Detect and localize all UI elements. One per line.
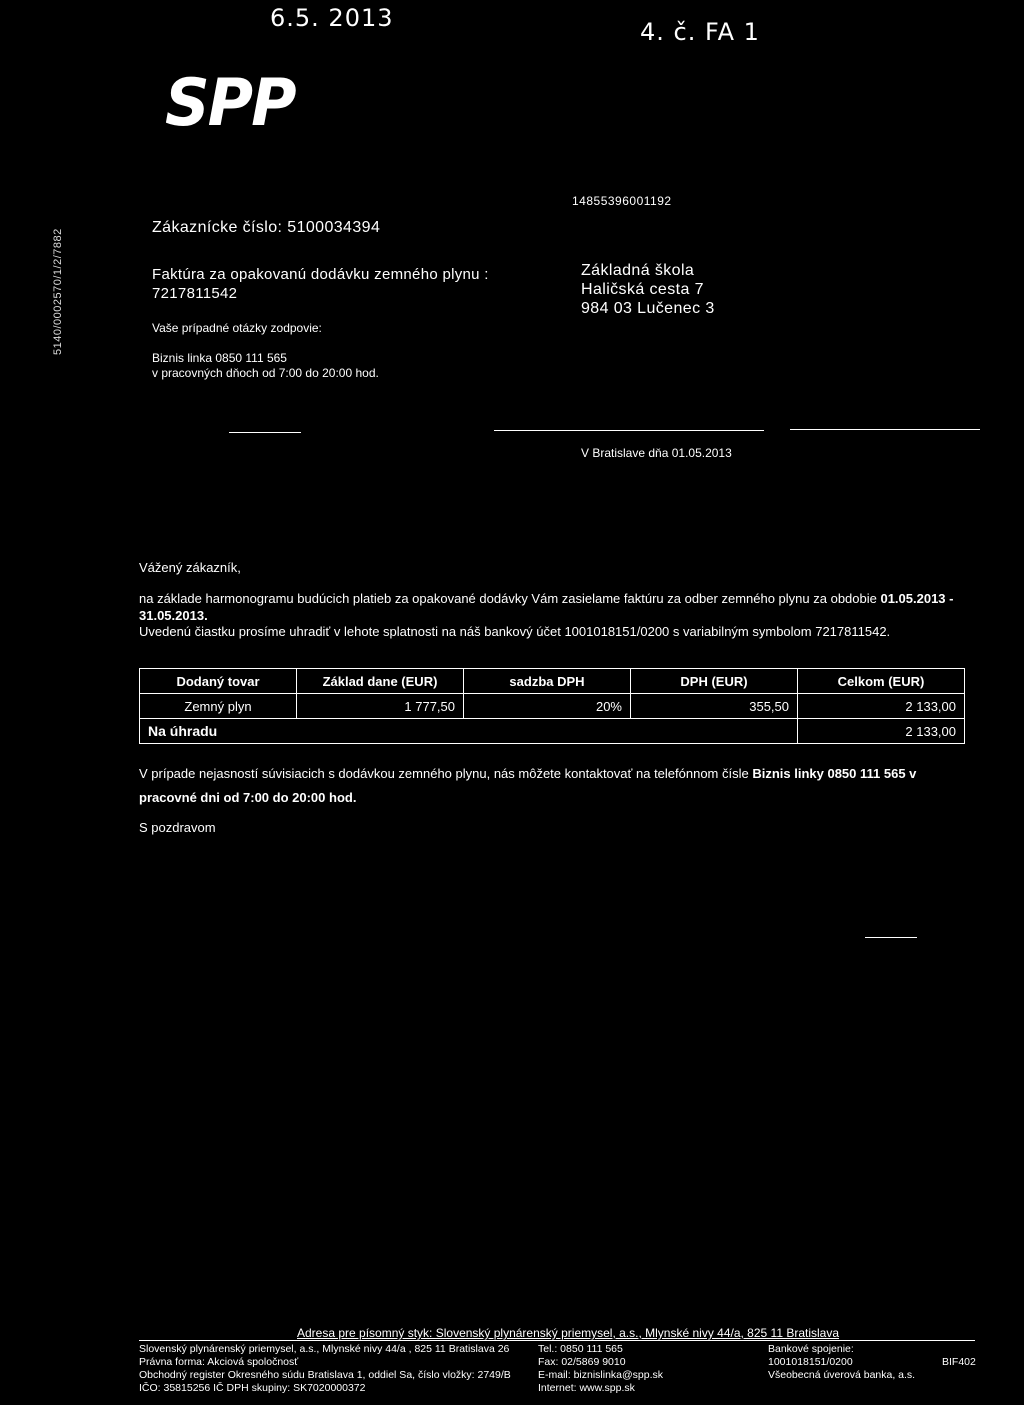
total-value: 2 133,00: [798, 719, 965, 744]
footer-company-line: Právna forma: Akciová spoločnosť: [139, 1356, 299, 1368]
period-end: 31.05.2013.: [139, 608, 208, 623]
table-header-row: [140, 669, 965, 694]
form-code: BIF402: [942, 1356, 976, 1368]
footer-company-line: Slovenský plynárenský priemysel, a.s., Mlynské nivy 44/a , 825 11 Bratislava 26: [139, 1343, 510, 1355]
footer-company-line: IČO: 35815256 IČ DPH skupiny: SK7020000372: [139, 1382, 366, 1394]
greeting: Vážený zákazník,: [139, 560, 241, 575]
header-vat-rate: sadzba DPH: [464, 669, 631, 694]
questions-label: Vaše prípadné otázky zodpovie:: [152, 321, 322, 335]
total-empty-cell: [631, 719, 798, 744]
cell-vat-rate: 20%: [464, 694, 631, 719]
notice-text: V prípade nejasností súvisiacich s dodávkou zemného plynu, nás môžete kontaktovať na telefónnom čísle: [139, 766, 753, 781]
customer-number-value: 5100034394: [287, 219, 381, 236]
header-vat: DPH (EUR): [631, 669, 798, 694]
footer-address: Adresa pre písomný styk: Slovenský plynárenský priemysel, a.s., Mlynské nivy 44/a, 825 11 Bratislava: [297, 1326, 840, 1340]
footer-bank-line: Bankové spojenie:: [768, 1343, 854, 1355]
recipient-name: Základná škola: [581, 262, 695, 279]
footer-contact-line: Fax: 02/5869 9010: [538, 1356, 626, 1368]
footer-contact-info: [538, 1343, 748, 1395]
footer-contact-line[interactable]: Internet: www.spp.sk: [538, 1382, 635, 1394]
separator-line: [494, 430, 764, 431]
side-document-code: 5140/0002570/1/2/7882: [52, 228, 64, 355]
invoice-number: 7217811542: [152, 285, 238, 302]
customer-number-label: Zákaznícke číslo:: [152, 219, 283, 236]
letter-paragraph-2: Uvedenú čiastku prosíme uhradiť v lehote splatnosti na náš bankový účet 1001018151/0200 s variabilným symbolom 7217811542.: [139, 624, 891, 639]
separator-line: [229, 432, 301, 433]
invoice-title: Faktúra za opakovanú dodávku zemného plynu :: [152, 266, 489, 283]
header-goods: Dodaný tovar: [140, 669, 297, 694]
notice-phone: Biznis linky 0850 111 565 v: [752, 766, 917, 781]
letter-paragraph-1: [139, 590, 989, 624]
business-line: Biznis linka 0850 111 565: [152, 351, 287, 365]
header-tax-base: Základ dane (EUR): [297, 669, 464, 694]
invoice-table: [139, 668, 965, 744]
footer-rule: [139, 1340, 975, 1341]
separator-line: [790, 429, 980, 430]
cell-tax-base: 1 777,50: [297, 694, 464, 719]
spp-logo: SPP: [165, 64, 295, 141]
footer-contact-line: Tel.: 0850 111 565: [538, 1343, 623, 1355]
footer-bank-line: 1001018151/0200: [768, 1356, 853, 1368]
total-row: [140, 719, 965, 744]
handwritten-date-note: 6.5. 2013: [270, 4, 394, 32]
recipient-city: 984 03 Lučenec 3: [581, 300, 715, 317]
period-start: 01.05.2013 -: [880, 591, 954, 606]
business-hours: v pracovných dňoch od 7:00 do 20:00 hod.: [152, 366, 379, 380]
signature-mark: [865, 937, 917, 938]
footer-company-info: [139, 1343, 534, 1395]
barcode-number: 14855396001192: [572, 194, 672, 208]
total-empty-cell: [464, 719, 631, 744]
footer-contact-line[interactable]: E-mail: biznislinka@spp.sk: [538, 1369, 664, 1381]
table-row: [140, 694, 965, 719]
footer-bank-info: [768, 1343, 938, 1382]
cell-goods: Zemný plyn: [140, 694, 297, 719]
recipient-street: Haličská cesta 7: [581, 281, 704, 298]
header-total: Celkom (EUR): [798, 669, 965, 694]
notice-paragraph: [139, 762, 989, 810]
total-empty-cell: [297, 719, 464, 744]
cell-vat: 355,50: [631, 694, 798, 719]
customer-number-line: [152, 219, 380, 237]
footer-company-line: Obchodný register Okresného súdu Bratislava 1, oddiel Sa, číslo vložky: 2749/B: [139, 1369, 511, 1381]
letter-paragraph-1-text: na základe harmonogramu budúcich platieb za opakované dodávky Vám zasielame faktúru za odber zemného plynu za obdobie: [139, 591, 881, 606]
place-date: V Bratislave dňa 01.05.2013: [581, 446, 732, 460]
closing: S pozdravom: [139, 820, 216, 835]
cell-total: 2 133,00: [798, 694, 965, 719]
footer-bank-line: Všeobecná úverová banka, a.s.: [768, 1369, 916, 1381]
total-label: Na úhradu: [140, 719, 297, 744]
handwritten-reference-note: 4. č. FA 1: [640, 18, 760, 46]
notice-hours: pracovné dni od 7:00 do 20:00 hod.: [139, 790, 357, 805]
